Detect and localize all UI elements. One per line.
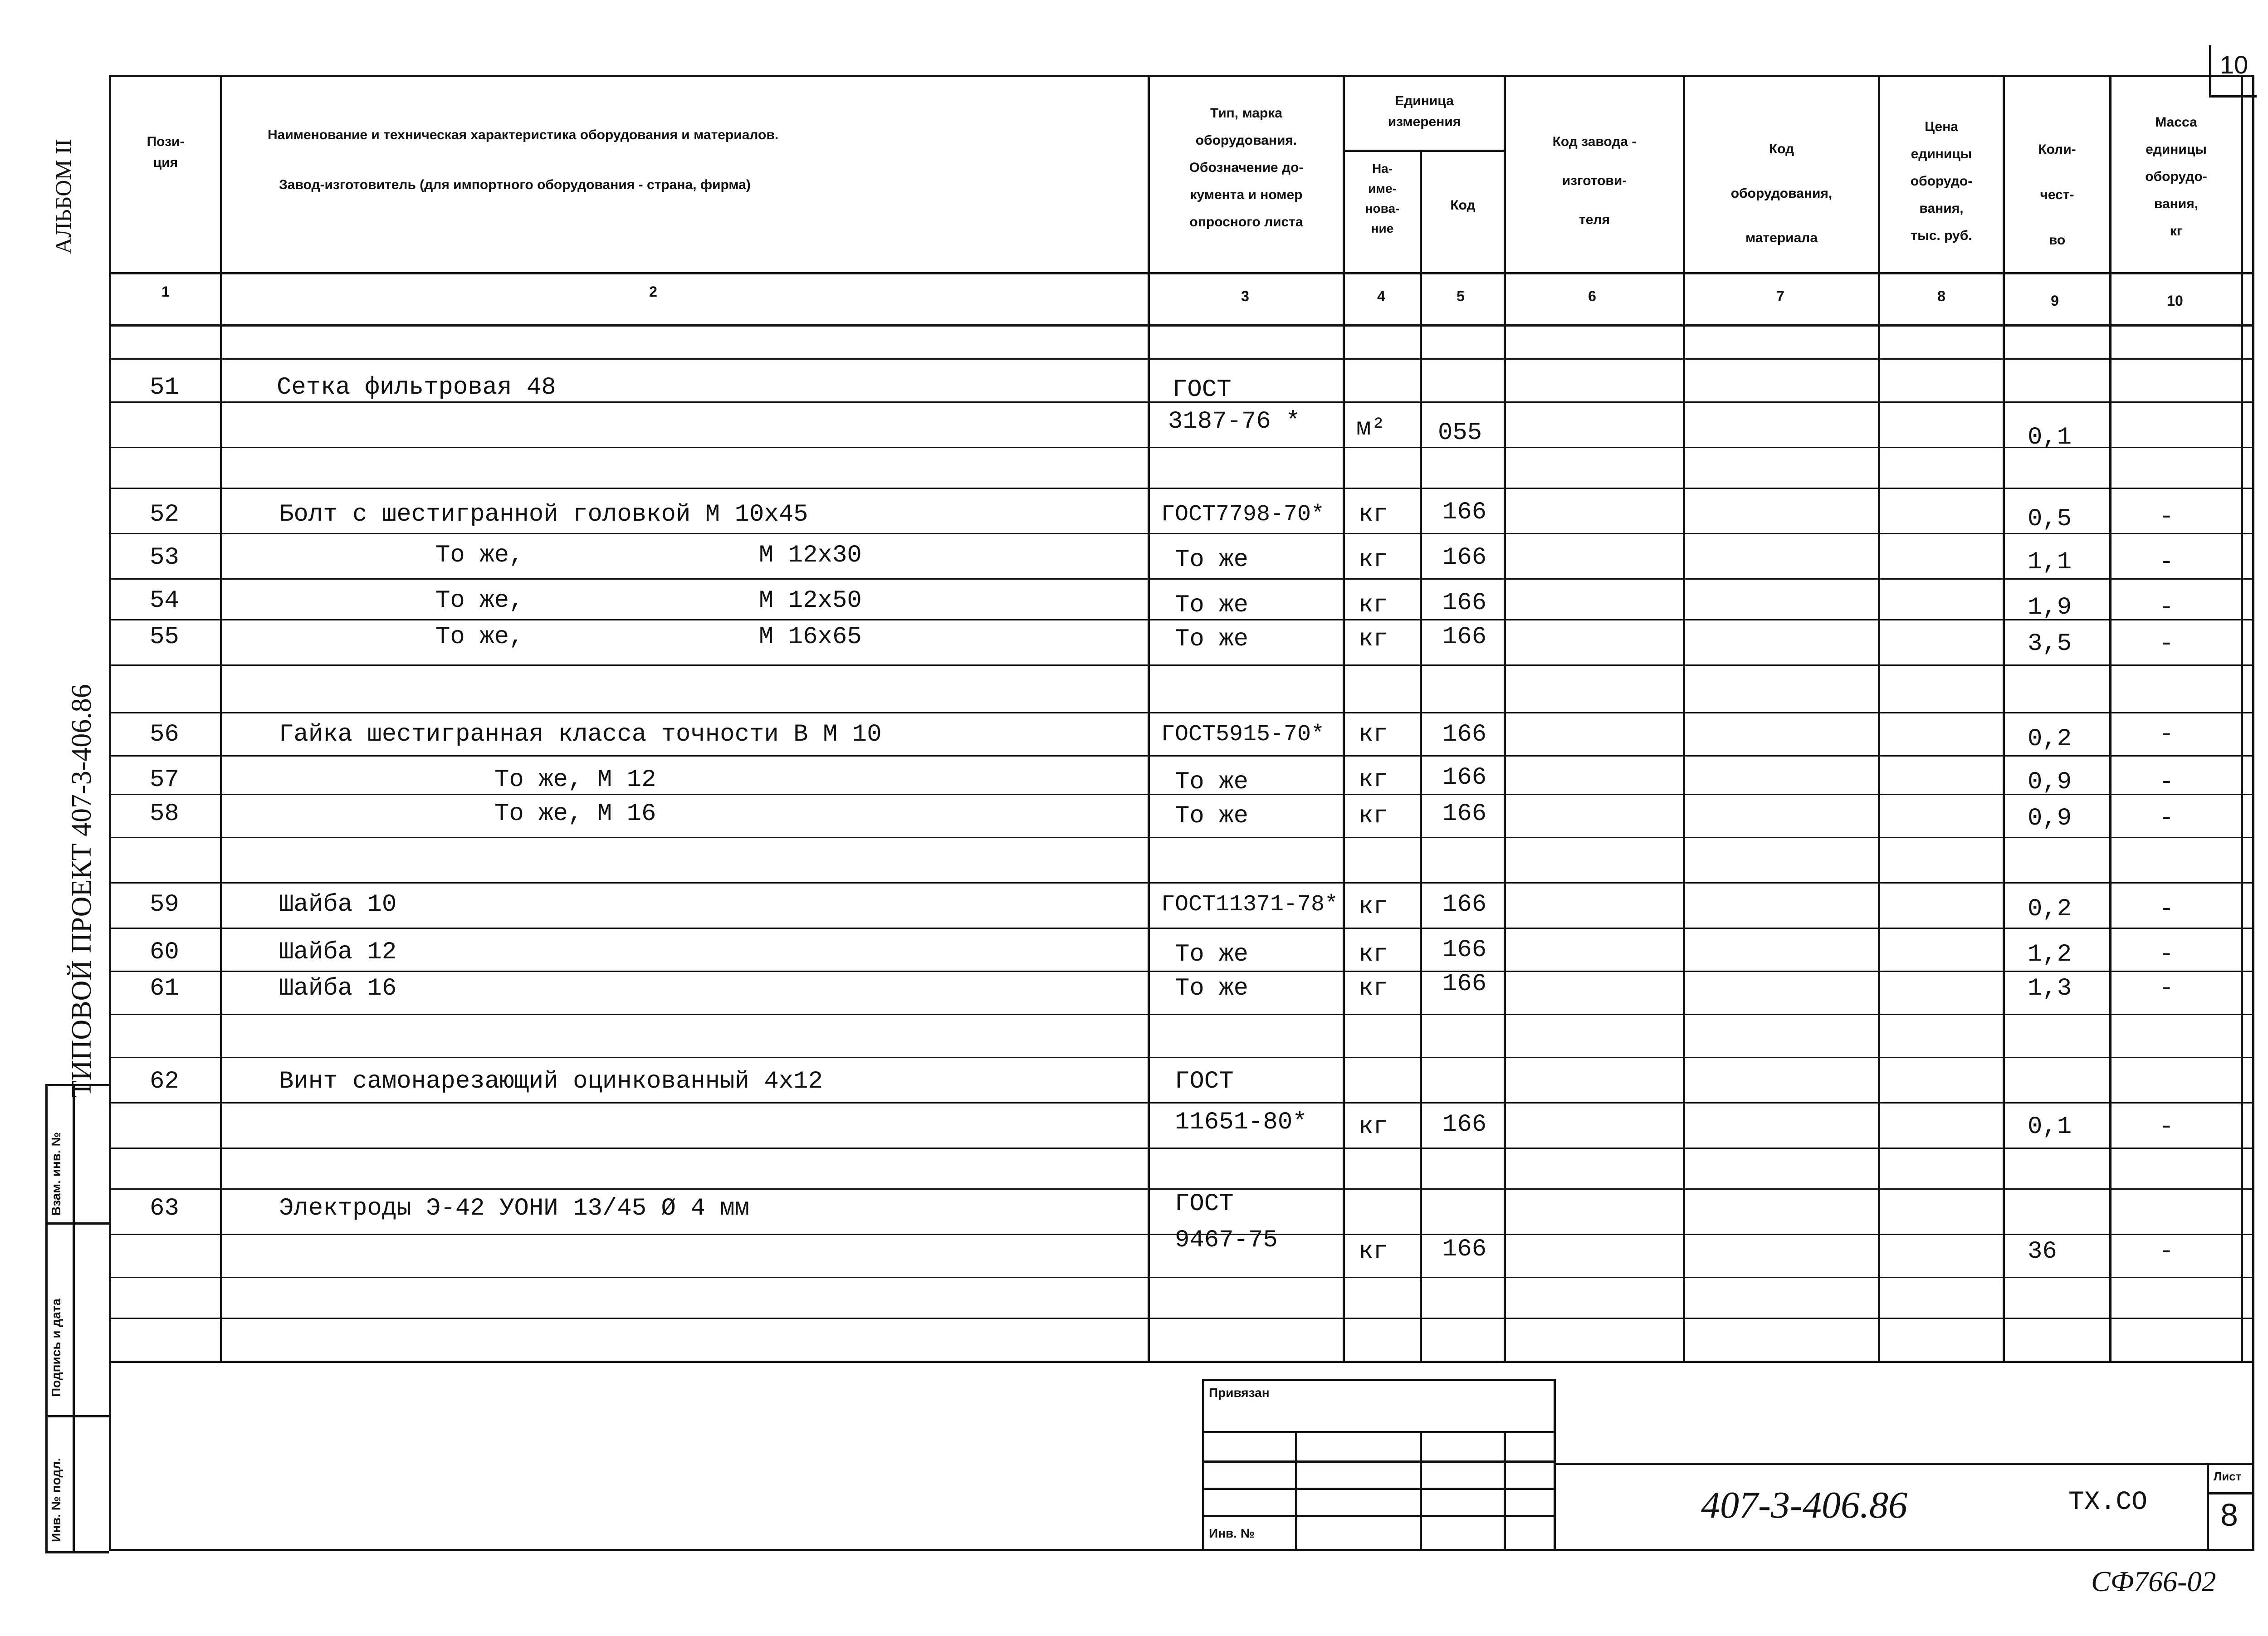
col-line-8 (2003, 75, 2005, 1363)
row-52-mass: - (2159, 503, 2174, 531)
row-61-type: То же (1175, 975, 1249, 1002)
sheet-top-number: 10 (2219, 50, 2248, 79)
stamp-div-1 (45, 1222, 109, 1225)
row-51b-qty: 0,1 (2028, 424, 2072, 451)
row-52-type: ГОСТ7798-70* (1161, 502, 1325, 527)
col-line-10 (2241, 75, 2243, 1363)
row-56-qty: 0,2 (2028, 725, 2072, 753)
header-unit: Единица измерения (1388, 93, 1461, 129)
stamp-left-border (45, 1084, 48, 1553)
row-57-type: То же (1175, 768, 1249, 796)
row-55-name: То же, М 16х65 (435, 623, 862, 651)
stamp-inv-vzam: Взам. инв. № (49, 1132, 63, 1216)
row-59-unit: кг (1359, 893, 1388, 921)
row-line (109, 619, 2254, 620)
row-line (109, 1014, 2254, 1015)
header-unit-code: Код (1450, 198, 1476, 213)
row-line (109, 1277, 2254, 1278)
row-54-unit: кг (1359, 591, 1388, 619)
row-62b-type: 11651-80* (1175, 1109, 1307, 1136)
colnum-4: 4 (1377, 288, 1385, 304)
row-51b-unit: м² (1356, 415, 1386, 442)
row-58-unit: кг (1359, 802, 1388, 830)
row-52-code: 166 (1442, 498, 1487, 526)
stamp-bottom (45, 1551, 109, 1553)
privyazan-col-3 (1504, 1431, 1506, 1551)
header-price: Цена единицы оборудо- вания, тыс. руб. (1910, 119, 1973, 243)
row-52-pos: 52 (150, 501, 179, 528)
privyazan-line-2 (1202, 1460, 1556, 1463)
row-51-pos: 51 (150, 374, 179, 401)
row-62-pos: 62 (150, 1068, 179, 1095)
row-58-name: То же, М 16 (494, 800, 656, 828)
album-label: АЛЬБОМ II (50, 139, 76, 254)
row-61-unit: кг (1359, 975, 1388, 1002)
header-equip-code: Код оборудования, материала (1730, 142, 1833, 245)
row-62-name: Винт самонарезающий оцинкованный 4х12 (279, 1068, 823, 1095)
row-56-unit: кг (1359, 721, 1388, 748)
row-55-code: 166 (1442, 623, 1487, 651)
stamp-div-2 (45, 1415, 109, 1417)
row-53-pos: 53 (150, 544, 179, 571)
row-59-code: 166 (1442, 891, 1487, 918)
row-54-pos: 54 (150, 587, 179, 615)
stamp-mid-border (73, 1084, 75, 1553)
row-53-mass: - (2159, 548, 2174, 576)
unit-sub-divider (1343, 150, 1504, 152)
row-line (109, 882, 2254, 884)
row-59-pos: 59 (150, 891, 179, 918)
row-60-pos: 60 (150, 938, 179, 966)
row-62b-mass: - (2159, 1113, 2174, 1141)
row-line (109, 447, 2254, 448)
row-63b-mass: - (2159, 1238, 2174, 1265)
col-line-7 (1878, 75, 1880, 1363)
row-55-unit: кг (1359, 625, 1388, 653)
row-63-name: Электроды Э-42 УОНИ 13/45 Ø 4 мм (279, 1195, 749, 1222)
row-56-name: Гайка шестигранная класса точности В М 10 (279, 721, 882, 748)
colnum-3: 3 (1241, 288, 1249, 304)
row-58-pos: 58 (150, 800, 179, 828)
row-61-name: Шайба 16 (279, 975, 397, 1002)
row-63b-qty: 36 (2028, 1238, 2057, 1265)
row-51-name: Сетка фильтровая 48 (277, 374, 556, 401)
privyazan-stamp (1202, 1379, 1556, 1551)
row-55-qty: 3,5 (2028, 630, 2072, 658)
header-mass: Масса единицы оборудо- вания, кг (2145, 115, 2207, 239)
row-line (109, 1102, 2254, 1104)
row-62b-code: 166 (1442, 1111, 1487, 1138)
row-56-type: ГОСТ5915-70* (1161, 722, 1325, 747)
row-line (109, 837, 2254, 838)
row-56-mass: - (2159, 721, 2174, 748)
row-60-qty: 1,2 (2028, 941, 2072, 968)
privyazan-line-4 (1202, 1515, 1556, 1517)
row-61-code: 166 (1442, 970, 1487, 998)
row-57-pos: 57 (150, 766, 179, 794)
inv-no-label: Инв. № (1209, 1526, 1255, 1540)
row-63b-type: 9467-75 (1175, 1226, 1278, 1254)
row-60-mass: - (2159, 941, 2174, 968)
header-pos: Пози- ция (147, 134, 185, 170)
row-line (109, 971, 2254, 972)
row-58-qty: 0,9 (2028, 805, 2072, 832)
row-55-type: То же (1175, 625, 1249, 653)
row-53-type: То же (1175, 546, 1249, 574)
doc-number: 407-3-406.86 (1701, 1484, 1907, 1526)
row-61-pos: 61 (150, 975, 179, 1002)
row-51b-code: 055 (1438, 419, 1482, 447)
row-63-pos: 63 (150, 1195, 179, 1222)
row-63-type: ГОСТ (1175, 1190, 1234, 1218)
row-53-code: 166 (1442, 544, 1487, 571)
row-54-name: То же, М 12х50 (435, 587, 862, 615)
row-57-name: То же, М 12 (494, 766, 656, 794)
doc-code: ТХ.СО (2068, 1488, 2148, 1517)
privyazan-col-2 (1420, 1431, 1422, 1551)
row-63b-code: 166 (1442, 1236, 1487, 1263)
privyazan-label: Привязан (1209, 1386, 1270, 1400)
row-57-mass: - (2159, 768, 2174, 796)
colnum-5: 5 (1457, 288, 1465, 304)
row-58-mass: - (2159, 805, 2174, 832)
row-60-name: Шайба 12 (279, 938, 397, 966)
project-label: ТИПОВОЙ ПРОЕКТ 407-3-406.86 (66, 684, 97, 1098)
row-line (109, 533, 2254, 534)
colnum-bottom (109, 324, 2254, 327)
row-59-name: Шайба 10 (279, 891, 397, 918)
row-52-unit: кг (1359, 501, 1388, 528)
row-line (109, 1318, 2254, 1319)
privyazan-col-1 (1295, 1431, 1297, 1551)
sheet-box-left (2207, 1463, 2209, 1551)
row-51-type: ГОСТ (1173, 376, 1232, 404)
header-name-1: Наименование и техническая характеристика оборудования и материалов. (268, 127, 779, 142)
row-56-code: 166 (1442, 721, 1487, 748)
row-55-pos: 55 (150, 623, 179, 651)
row-59-qty: 0,2 (2028, 895, 2072, 923)
row-line (109, 712, 2254, 713)
header-bottom (109, 272, 2254, 274)
col-line-2 (1148, 75, 1150, 1363)
row-57-code: 166 (1442, 764, 1487, 791)
colnum-8: 8 (1937, 288, 1945, 304)
header-type: Тип, марка оборудования. Обозначение до- кумента и номер опросного листа (1189, 106, 1304, 230)
row-53-unit: кг (1359, 546, 1388, 574)
row-line (109, 358, 2254, 360)
row-line (109, 1188, 2254, 1190)
row-62-type: ГОСТ (1175, 1068, 1234, 1095)
row-57-unit: кг (1359, 766, 1388, 794)
row-line (109, 664, 2254, 666)
row-60-unit: кг (1359, 941, 1388, 968)
header-plant-code: Код завода - изготови- теля (1552, 134, 1637, 227)
row-line (109, 755, 2254, 757)
row-58-type: То же (1175, 802, 1249, 830)
row-57-qty: 0,9 (2028, 768, 2072, 796)
row-line (109, 578, 2254, 580)
row-line (109, 928, 2254, 929)
row-60-code: 166 (1442, 936, 1487, 964)
colnum-6: 6 (1588, 288, 1596, 304)
privyazan-line-3 (1202, 1488, 1556, 1490)
row-line (109, 488, 2254, 489)
row-63b-unit: кг (1359, 1238, 1388, 1265)
colnum-2: 2 (649, 283, 657, 300)
row-54-type: То же (1175, 591, 1249, 619)
stamp-sign-date: Подпись и дата (49, 1299, 63, 1397)
row-62b-qty: 0,1 (2028, 1113, 2072, 1141)
row-52-name: Болт с шестигранной головкой М 10х45 (279, 501, 808, 528)
stamp-inv-podl: Инв. № подл. (49, 1458, 63, 1542)
sheet-box-divider (2207, 1492, 2254, 1494)
docnum-top (1556, 1463, 2254, 1465)
col-line-3 (1343, 75, 1345, 1363)
header-qty: Коли- чест- во (2038, 142, 2076, 248)
row-60-type: То же (1175, 941, 1249, 968)
sheet-number: 8 (2220, 1497, 2238, 1533)
header-name-2: Завод-изготовитель (для импортного оборудования - страна, фирма) (279, 177, 751, 192)
row-59-type: ГОСТ11371-78* (1161, 892, 1339, 918)
row-51b-type: 3187-76 * (1168, 408, 1300, 435)
row-52-qty: 0,5 (2028, 505, 2072, 533)
row-62b-unit: кг (1359, 1113, 1388, 1141)
table-bottom (109, 1361, 2254, 1363)
row-61-mass: - (2159, 975, 2174, 1002)
row-54-qty: 1,9 (2028, 594, 2072, 621)
sheet-label: Лист (2214, 1470, 2242, 1483)
row-58-code: 166 (1442, 800, 1487, 828)
stamp-top (45, 1084, 109, 1086)
privyazan-line-1 (1202, 1431, 1556, 1433)
colnum-9: 9 (2051, 293, 2059, 309)
col-line-6 (1683, 75, 1685, 1363)
colnum-7: 7 (1776, 288, 1784, 304)
row-61-qty: 1,3 (2028, 975, 2072, 1002)
col-line-5 (1504, 75, 1506, 1363)
row-55-mass: - (2159, 630, 2174, 658)
row-56-pos: 56 (150, 721, 179, 748)
row-53-qty: 1,1 (2028, 548, 2072, 576)
row-53-name: То же, М 12х30 (435, 542, 862, 569)
row-line (109, 1148, 2254, 1149)
bottom-mark: СФ766-02 (2091, 1565, 2216, 1597)
row-59-mass: - (2159, 895, 2174, 923)
col-line-9 (2109, 75, 2112, 1363)
col-line-1 (220, 75, 222, 1363)
colnum-1: 1 (161, 283, 170, 300)
row-54-mass: - (2159, 594, 2174, 621)
row-54-code: 166 (1442, 589, 1487, 617)
header-unit-name: На- име- нова- ние (1365, 161, 1400, 235)
colnum-10: 10 (2167, 293, 2183, 309)
row-line (109, 1057, 2254, 1058)
